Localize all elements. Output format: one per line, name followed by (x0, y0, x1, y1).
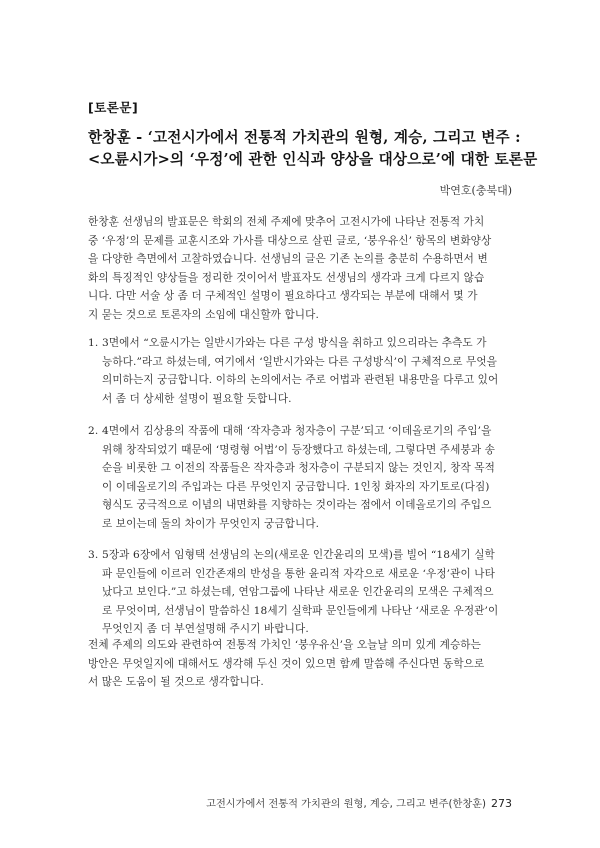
section-tag: [토론문] (88, 100, 139, 115)
closing-paragraph (88, 636, 516, 692)
text-line: 서 좀 더 상세한 설명이 필요할 듯합니다. (102, 392, 292, 405)
text-line: 3면에서 “오륜시가는 일반시가와는 다른 구성 방식을 취하고 있으리라는 추측도 가 (102, 337, 487, 349)
text-line: 5장과 6장에서 임형택 선생님의 논의(새로운 인간윤리의 모색)를 빌어 “18세기 실학 (102, 549, 495, 561)
author-affiliation: 박연호(충북대) (439, 184, 512, 197)
text-line: 로 무엇이며, 선생님이 말씀하신 18세기 실학파 문인들에게 나타난 ‘새로운 우정관’이 (102, 604, 499, 617)
text-line: 화의 특징적인 양상들을 정리한 것이어서 발표자도 선생님의 생각과 크게 다르지 않습 (88, 271, 485, 284)
question-item-1 (88, 334, 518, 408)
question-item-2 (88, 422, 518, 534)
text-line: 위해 창작되었기 때문에 ‘명령형 어법’이 등장했다고 하셨는데, 그렇다면 주세붕과 송 (102, 443, 495, 456)
text-line: 순을 비롯한 그 이전의 작품들은 작자층과 청자층이 구분되지 않는 것인지, 창작 목적 (102, 462, 495, 475)
text-line: 형식도 궁극적으로 이념의 내면화를 지향하는 것이라는 점에서 이데올로기의 주입으 (102, 499, 492, 512)
text-line: 파 문인들에 이르러 인간존재의 반성을 통한 윤리적 자각으로 새로운 ‘우정’관이 나타 (102, 567, 495, 580)
text-line: 4면에서 김상용의 작품에 대해 ‘작자층과 청자층이 구분’되고 ‘이데올로기의 주입’을 (102, 425, 492, 437)
text-line: 무엇인지 좀 더 부연설명해 주시기 바랍니다. (102, 623, 309, 636)
intro-paragraph (88, 213, 516, 325)
page-number: 273 (491, 797, 512, 810)
title-line-1: 한창훈 - ‘고전시가에서 전통적 가치관의 원형, 계승, 그리고 변주 : (88, 129, 521, 146)
text-line: 지 묻는 것으로 토론자의 소임에 대신할까 합니다. (88, 308, 319, 321)
text-line: 났다고 보인다.”고 하셨는데, 연암그룹에 나타난 새로운 인간윤리의 모색은 구체적으 (102, 586, 494, 599)
text-line: 한창훈 선생님의 발표문은 학회의 전체 주제에 맞추어 고전시가에 나타난 전통적 가치 (88, 216, 485, 228)
item-number: 1. (88, 337, 99, 349)
text-line: 능하다.”라고 하셨는데, 여기에서 ‘일반시가와는 다른 구성방식’이 구체적으로 무엇을 (102, 355, 497, 368)
text-line: 서 많은 도움이 될 것으로 생각합니다. (88, 676, 264, 689)
text-line: 방안은 무엇일지에 대해서도 생각해 두신 것이 있으면 함께 말씀해 주신다면 동학으로 (88, 657, 485, 670)
item-number: 3. (88, 549, 99, 561)
paper-title (88, 127, 538, 171)
text-line: 의미하는지 궁금합니다. 이하의 논의에서는 주로 어법과 관련된 내용만을 다루고 있어 (102, 374, 499, 387)
text-line: 을 다양한 측면에서 고찰하였습니다. 선생님의 글은 기존 논의를 충분히 수용하면서 변 (88, 253, 488, 266)
running-title: 고전시가에서 전통적 가치관의 원형, 계승, 그리고 변주(한창훈) (206, 799, 486, 810)
page-footer (206, 795, 512, 810)
title-line-2: <오륜시가>의 ‘우정’에 관한 인식과 양상을 대상으로’에 대한 토론문 (88, 151, 538, 168)
item-number: 2. (88, 425, 99, 437)
text-line: 전체 주제의 의도와 관련하여 전통적 가치인 ‘붕우유신’을 오늘날 의미 있게 계승하는 (88, 639, 481, 651)
text-line: 이 이데올로기의 주입과는 다른 무엇인지 궁금합니다. 1인칭 화자의 자기토로(다짐) (102, 480, 490, 493)
text-line: 중 ‘우정’의 문제를 교훈시조와 가사를 대상으로 살핀 글로, ‘붕우유신’ 항목의 변화양상 (88, 234, 492, 247)
text-line: 로 보이는데 둘의 차이가 무엇인지 궁금합니다. (102, 517, 320, 530)
text-line: 니다. 다만 서술 상 좀 더 구체적인 설명이 필요하다고 생각되는 부분에 대해서 몇 가 (88, 290, 478, 303)
question-item-3 (88, 546, 518, 639)
